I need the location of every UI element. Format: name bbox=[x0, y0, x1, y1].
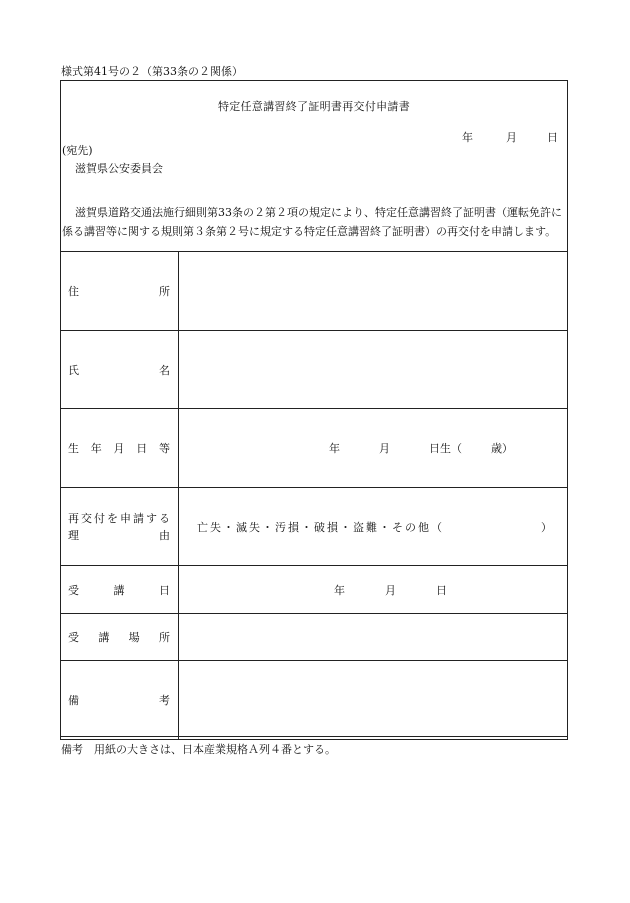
label-attend-date: 受 講 日 bbox=[61, 566, 179, 614]
addressee-label: (宛先) bbox=[62, 144, 93, 157]
remarks-field[interactable] bbox=[179, 661, 568, 740]
addressee-name: 滋賀県公安委員会 bbox=[75, 162, 163, 175]
reason-field[interactable] bbox=[179, 488, 568, 566]
date-month: 月 bbox=[506, 131, 517, 144]
attend-day-unit: 日 bbox=[436, 583, 447, 597]
label-address: 住 所 bbox=[61, 252, 179, 331]
row-address bbox=[61, 252, 568, 331]
label-reason: 再 交 付 を 申 請 す る 理 由 bbox=[61, 488, 179, 566]
row-name bbox=[61, 331, 568, 409]
row-attend-place bbox=[61, 614, 568, 661]
birthdate-field[interactable] bbox=[179, 409, 568, 488]
form-reference: 様式第41号の２（第33条の２関係） bbox=[61, 65, 243, 78]
footnote: 備考 用紙の大きさは、日本産業規格Ａ列４番とする。 bbox=[61, 743, 336, 756]
age-unit: 歳） bbox=[491, 442, 513, 455]
label-attend-place: 受 講 場 所 bbox=[61, 614, 179, 661]
label-name: 氏 名 bbox=[61, 331, 179, 409]
application-table bbox=[60, 251, 568, 740]
row-attend-date bbox=[61, 566, 568, 614]
name-field[interactable] bbox=[179, 331, 568, 409]
birth-year-unit: 年 bbox=[329, 442, 340, 455]
reason-options: 亡失・滅失・汚損・破損・盗難・その他（ bbox=[197, 520, 444, 534]
date-year: 年 bbox=[462, 131, 473, 144]
row-remarks bbox=[61, 661, 568, 740]
attend-place-field[interactable] bbox=[179, 614, 568, 661]
row-birthdate bbox=[61, 409, 568, 488]
form-title: 特定任意講習終了証明書再交付申請書 bbox=[217, 100, 411, 113]
date-day: 日 bbox=[547, 131, 558, 144]
reason-close-paren: ） bbox=[541, 520, 552, 534]
statement-text: 滋賀県道路交通法施行細則第33条の２第２項の規定により、特定任意講習終了証明書（運転免許に係る講習等に関する規則第３条第２号に規定する特定任意講習終了証明書）の再交付を申請します。 bbox=[62, 206, 562, 238]
application-form bbox=[60, 80, 568, 737]
row-reason bbox=[61, 488, 568, 566]
birth-month-unit: 月 bbox=[379, 442, 390, 455]
address-field[interactable] bbox=[179, 252, 568, 331]
attend-year-unit: 年 bbox=[334, 583, 345, 597]
attend-date-field[interactable] bbox=[179, 566, 568, 614]
label-remarks: 備 考 bbox=[61, 661, 179, 740]
label-birthdate: 生 年 月 日 等 bbox=[61, 409, 179, 488]
attend-month-unit: 月 bbox=[385, 583, 396, 597]
birth-day-unit: 日生（ bbox=[429, 442, 462, 455]
addressee bbox=[62, 142, 163, 178]
